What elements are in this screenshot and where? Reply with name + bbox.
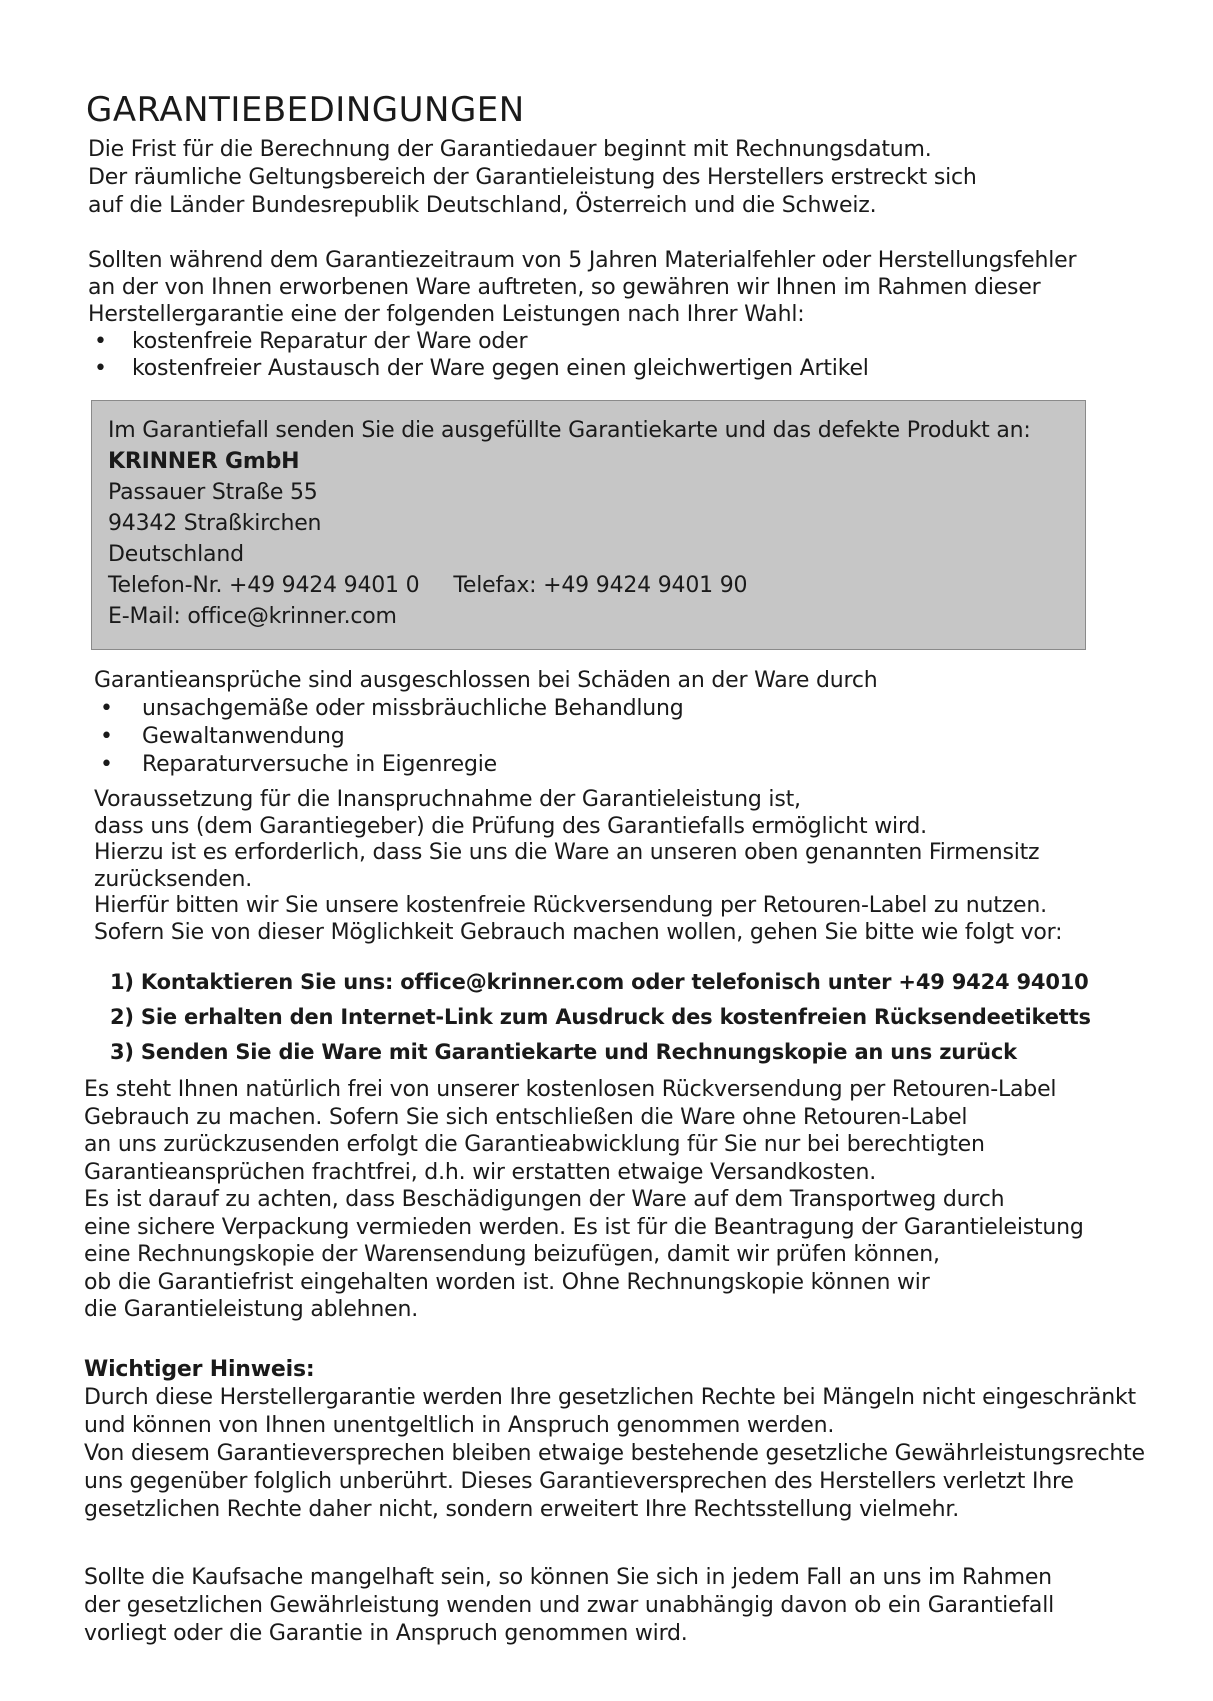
list-item: • Reparaturversuche in Eigenregie: [94, 751, 878, 779]
list-item: • kostenfreier Austausch der Ware gegen einen gleichwertigen Artikel: [88, 355, 1076, 382]
address-country: Deutschland: [108, 542, 244, 567]
closing-line: Sollte die Kaufsache mangelhaft sein, so können Sie sich in jedem Fall an uns im Rahmen: [84, 1565, 1052, 1590]
notice-line: gesetzlichen Rechte daher nicht, sondern erweitert Ihre Rechtsstellung vielmehr.: [84, 1497, 959, 1522]
company-name: KRINNER GmbH: [108, 449, 300, 474]
requirements-line: dass uns (dem Garantiegeber) die Prüfung des Garantiefalls ermöglicht wird.: [94, 813, 927, 839]
requirements-line: Voraussetzung für die Inanspruchnahme der Garantieleistung ist,: [94, 787, 801, 812]
warranty-period-line: Sollten während dem Garantiezeitraum von 5 Jahren Materialfehler oder Herstellungsfehler: [88, 248, 1077, 273]
return-info-line: eine Rechnungskopie der Warensendung beizufügen, damit wir prüfen können,: [84, 1242, 940, 1267]
notice-line: Durch diese Herstellergarantie werden Ihre gesetzlichen Rechte bei Mängeln nicht eingeschränkt: [84, 1385, 1136, 1410]
closing-paragraph: [84, 1564, 1054, 1648]
warranty-period-line: an der von Ihnen erworbenen Ware auftreten, so gewähren wir Ihnen im Rahmen dieser: [88, 275, 1041, 300]
intro-line: auf die Länder Bundesrepublik Deutschland, Österreich und die Schweiz.: [88, 193, 877, 218]
exclusions-intro: Garantieansprüche sind ausgeschlossen bei Schäden an der Ware durch: [94, 668, 878, 693]
return-step: 3) Senden Sie die Ware mit Garantiekarte und Rechnungskopie an uns zurück: [110, 1040, 1017, 1064]
fax-number: Telefax: +49 9424 9401 90: [453, 573, 748, 598]
return-info-paragraph: [84, 1076, 1084, 1324]
important-notice: [84, 1356, 1145, 1524]
return-step: 1) Kontaktieren Sie uns: office@krinner.com oder telefonisch unter +49 9424 94010: [110, 970, 1089, 994]
notice-heading: Wichtiger Hinweis:: [84, 1357, 315, 1382]
list-item: • Gewaltanwendung: [94, 723, 878, 751]
phone-number[interactable]: Telefon-Nr. +49 9424 9401 0: [108, 573, 420, 598]
intro-line: Die Frist für die Berechnung der Garantiedauer beginnt mit Rechnungsdatum.: [88, 137, 932, 162]
contact-row: [108, 570, 1031, 601]
address-city: 94342 Straßkirchen: [108, 511, 322, 536]
requirements-line: Sofern Sie von dieser Möglichkeit Gebrauch machen wollen, gehen Sie bitte wie folgt vor:: [94, 919, 1063, 945]
notice-line: und können von Ihnen unentgeltlich in Anspruch genommen werden.: [84, 1413, 835, 1438]
return-step: 2) Sie erhalten den Internet-Link zum Ausdruck des kostenfreien Rücksendeetiketts: [110, 1005, 1091, 1029]
requirements-paragraph: [94, 787, 1062, 946]
exclusions-paragraph: [94, 667, 878, 779]
requirements-line: zurücksenden.: [94, 866, 253, 892]
page-title: GARANTIEBEDINGUNGEN: [86, 90, 525, 130]
warranty-period-paragraph: [88, 247, 1076, 382]
return-info-line: Gebrauch zu machen. Sofern Sie sich entschließen die Ware ohne Retouren-Label: [84, 1104, 968, 1130]
notice-line: uns gegenüber folglich unberührt. Dieses Garantieversprechen des Herstellers verletzt Ihre: [84, 1469, 1074, 1494]
return-info-line: an uns zurückzusenden erfolgt die Garantieabwicklung für Sie nur bei berechtigten: [84, 1132, 985, 1157]
warranty-period-line: Herstellergarantie eine der folgenden Leistungen nach Ihrer Wahl:: [88, 302, 805, 327]
intro-paragraph: [88, 136, 977, 220]
requirements-line: Hierfür bitten wir Sie unsere kostenfreie Rückversendung per Retouren-Label zu nutzen.: [94, 893, 1047, 918]
closing-line: der gesetzlichen Gewährleistung wenden und zwar unabhängig davon ob ein Garantiefall: [84, 1593, 1055, 1618]
exclusions-list: [94, 695, 878, 779]
address-intro: Im Garantiefall senden Sie die ausgefüllte Garantiekarte und das defekte Produkt an:: [108, 418, 1031, 443]
intro-line: Der räumliche Geltungsbereich der Garantieleistung des Herstellers erstreckt sich: [88, 165, 977, 190]
return-info-line: eine sichere Verpackung vermieden werden. Es ist für die Beantragung der Garantieleistung: [84, 1214, 1084, 1240]
notice-line: Von diesem Garantieversprechen bleiben etwaige bestehende gesetzliche Gewährleistungsrechte: [84, 1441, 1145, 1466]
address-street: Passauer Straße 55: [108, 480, 318, 505]
address-box: [91, 400, 1086, 650]
list-item: • unsachgemäße oder missbräuchliche Behandlung: [94, 695, 878, 723]
return-info-line: die Garantieleistung ablehnen.: [84, 1297, 419, 1322]
address-content: [108, 415, 1031, 632]
return-steps: [110, 965, 1091, 1070]
email-address[interactable]: E-Mail: office@krinner.com: [108, 604, 397, 629]
return-info-line: Es steht Ihnen natürlich frei von unserer kostenlosen Rückversendung per Retouren-Label: [84, 1077, 1057, 1102]
return-info-line: Garantieansprüchen frachtfrei, d.h. wir erstatten etwaige Versandkosten.: [84, 1159, 876, 1185]
return-info-line: Es ist darauf zu achten, dass Beschädigungen der Ware auf dem Transportweg durch: [84, 1187, 1005, 1212]
closing-line: vorliegt oder die Garantie in Anspruch genommen wird.: [84, 1621, 688, 1646]
warranty-options-list: [88, 328, 1076, 382]
requirements-line: Hierzu ist es erforderlich, dass Sie uns die Ware an unseren oben genannten Firmensitz: [94, 840, 1040, 865]
list-item: • kostenfreie Reparatur der Ware oder: [88, 328, 1076, 355]
return-info-line: ob die Garantiefrist eingehalten worden ist. Ohne Rechnungskopie können wir: [84, 1269, 930, 1295]
